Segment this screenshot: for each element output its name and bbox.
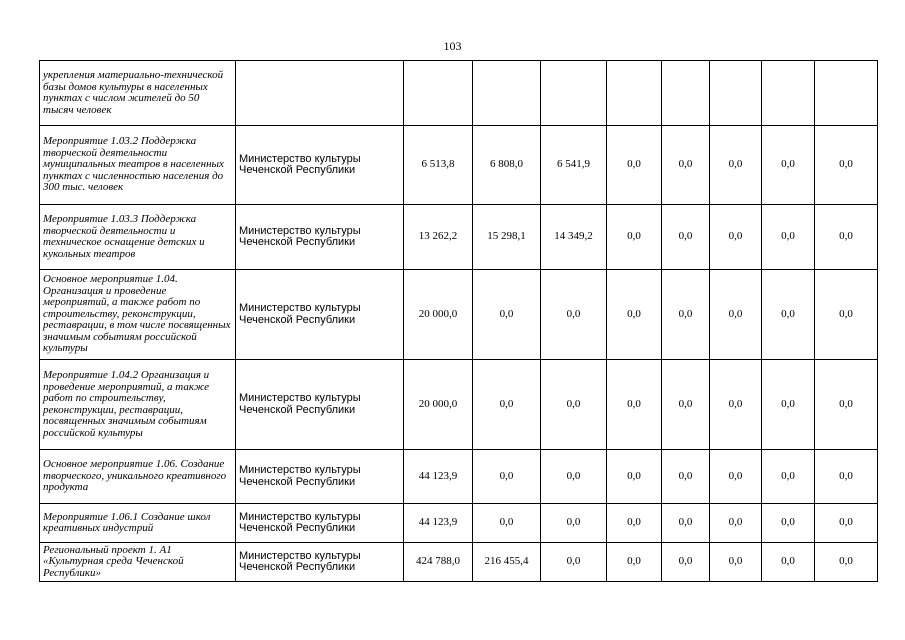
value-cell: 216 455,4: [473, 543, 541, 582]
value-cell: 44 123,9: [404, 504, 473, 543]
value-cell: 424 788,0: [404, 543, 473, 582]
value-cell: 0,0: [815, 126, 878, 205]
activity-name-cell: укрепления материально-технической базы домов культуры в населенных пунктах с числом жителей до 50 тысяч человек: [40, 61, 236, 126]
org-cell: Министерство культуры Чеченской Республики: [236, 504, 404, 543]
org-cell: Министерство культуры Чеченской Республики: [236, 543, 404, 582]
org-cell: Министерство культуры Чеченской Республики: [236, 270, 404, 360]
value-cell: 15 298,1: [473, 205, 541, 270]
value-cell: 0,0: [662, 450, 710, 504]
table-row: [40, 270, 878, 360]
value-cell: 0,0: [815, 450, 878, 504]
value-cell: 0,0: [541, 270, 607, 360]
value-cell: 0,0: [607, 360, 662, 450]
table-row: [40, 205, 878, 270]
value-cell: 0,0: [662, 270, 710, 360]
activity-name-cell: Мероприятие 1.03.2 Поддержка творческой деятельности муниципальных театров в населенных пунктах с численностью населения до 300 тыс. человек: [40, 126, 236, 205]
activity-name-cell: Мероприятие 1.06.1 Создание школ креативных индустрий: [40, 504, 236, 543]
org-cell: Министерство культуры Чеченской Республики: [236, 450, 404, 504]
value-cell: 6 808,0: [473, 126, 541, 205]
table-row: [40, 126, 878, 205]
activity-name-cell: Мероприятие 1.03.3 Поддержка творческой деятельности и техническое оснащение детских и кукольных театров: [40, 205, 236, 270]
value-cell: 0,0: [473, 360, 541, 450]
table-row: [40, 504, 878, 543]
value-cell: 0,0: [607, 126, 662, 205]
value-cell: 6 513,8: [404, 126, 473, 205]
value-cell: 0,0: [541, 543, 607, 582]
value-cell: 0,0: [762, 450, 815, 504]
value-cell: 0,0: [710, 450, 762, 504]
budget-table: [39, 60, 878, 582]
value-cell: 0,0: [541, 360, 607, 450]
value-cell: 0,0: [662, 205, 710, 270]
table-row: [40, 360, 878, 450]
value-cell: 0,0: [662, 360, 710, 450]
value-cell: 0,0: [762, 504, 815, 543]
value-cell: [710, 61, 762, 126]
table-row: [40, 450, 878, 504]
value-cell: 0,0: [662, 126, 710, 205]
table-row: [40, 543, 878, 582]
activity-name-cell: Мероприятие 1.04.2 Организация и проведение мероприятий, а также работ по строительству, реконструкции, реставрации, посвященных значимым событиям российской культуры: [40, 360, 236, 450]
value-cell: [473, 61, 541, 126]
value-cell: [762, 61, 815, 126]
value-cell: 0,0: [815, 360, 878, 450]
org-cell: Министерство культуры Чеченской Республики: [236, 360, 404, 450]
value-cell: 44 123,9: [404, 450, 473, 504]
value-cell: 14 349,2: [541, 205, 607, 270]
value-cell: 0,0: [762, 270, 815, 360]
value-cell: 0,0: [607, 504, 662, 543]
value-cell: 0,0: [762, 543, 815, 582]
value-cell: 0,0: [710, 126, 762, 205]
value-cell: 0,0: [815, 543, 878, 582]
activity-name-cell: Основное мероприятие 1.06. Создание творческого, уникального креативного продукта: [40, 450, 236, 504]
value-cell: 0,0: [607, 270, 662, 360]
value-cell: 0,0: [710, 504, 762, 543]
value-cell: 0,0: [815, 504, 878, 543]
value-cell: 0,0: [762, 126, 815, 205]
value-cell: 0,0: [541, 450, 607, 504]
value-cell: 0,0: [815, 270, 878, 360]
value-cell: 13 262,2: [404, 205, 473, 270]
value-cell: 0,0: [607, 205, 662, 270]
value-cell: 0,0: [710, 543, 762, 582]
value-cell: 0,0: [607, 450, 662, 504]
value-cell: 0,0: [710, 360, 762, 450]
org-cell: [236, 61, 404, 126]
value-cell: 0,0: [815, 205, 878, 270]
value-cell: 6 541,9: [541, 126, 607, 205]
value-cell: 0,0: [662, 543, 710, 582]
value-cell: 0,0: [710, 205, 762, 270]
value-cell: [815, 61, 878, 126]
value-cell: [541, 61, 607, 126]
org-cell: Министерство культуры Чеченской Республики: [236, 205, 404, 270]
value-cell: 20 000,0: [404, 360, 473, 450]
page-number: 103: [443, 39, 462, 53]
value-cell: 0,0: [473, 504, 541, 543]
value-cell: 0,0: [473, 450, 541, 504]
value-cell: 20 000,0: [404, 270, 473, 360]
activity-name-cell: Региональный проект 1. А1 «Культурная среда Чеченской Республики»: [40, 543, 236, 582]
value-cell: 0,0: [541, 504, 607, 543]
table-row: [40, 61, 878, 126]
activity-name-cell: Основное мероприятие 1.04. Организация и проведение мероприятий, а также работ по строительству, реконструкции, реставрации, в том числе посвященных значимым событиям российской культуры: [40, 270, 236, 360]
org-cell: Министерство культуры Чеченской Республики: [236, 126, 404, 205]
value-cell: [662, 61, 710, 126]
value-cell: [404, 61, 473, 126]
value-cell: 0,0: [662, 504, 710, 543]
value-cell: 0,0: [762, 205, 815, 270]
value-cell: 0,0: [607, 543, 662, 582]
value-cell: [607, 61, 662, 126]
value-cell: 0,0: [762, 360, 815, 450]
value-cell: 0,0: [710, 270, 762, 360]
value-cell: 0,0: [473, 270, 541, 360]
